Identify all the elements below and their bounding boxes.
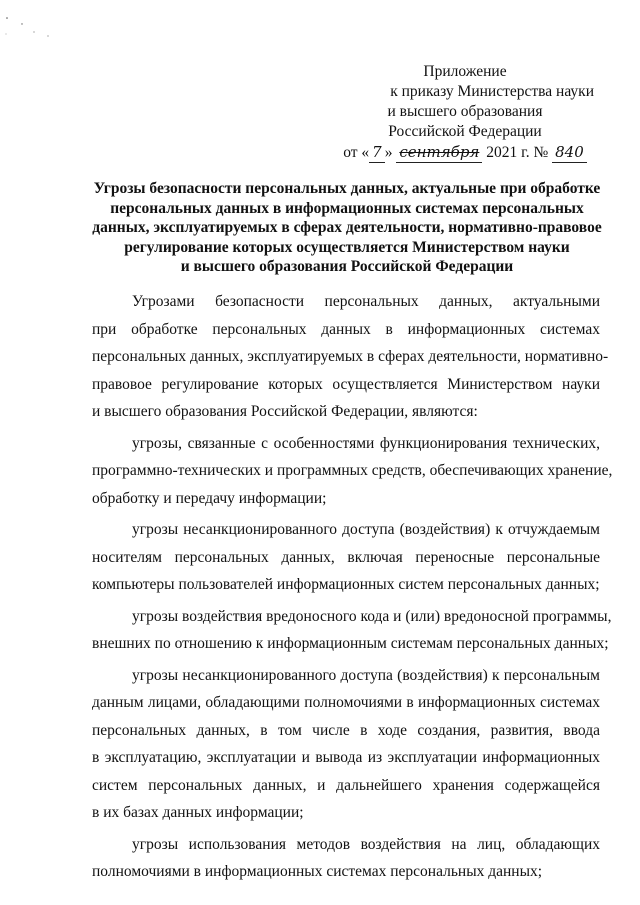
paragraph-line: и высшего образования Российской Федерации, являются: (92, 403, 478, 420)
paragraph-intro (92, 288, 609, 426)
scan-specks (4, 14, 64, 44)
date-year: 2021 г. № (486, 144, 549, 161)
paragraph-line: персональных данных, в том числе в ходе создания, развития, ввода (92, 721, 600, 739)
paragraph-threat-removable-media (92, 516, 600, 599)
title-line-1: Угрозы безопасности персональных данных, актуальные при обработке (93, 180, 601, 197)
date-prefix: от « (343, 144, 370, 161)
paragraph-threat-social-engineering (92, 831, 600, 886)
paragraph-line: персональных данных, эксплуатируемых в сферах деятельности, нормативно- (92, 348, 609, 365)
paragraph-line: данным лицами, обладающими полномочиями в информационных системах (92, 694, 600, 711)
paragraph-line: в эксплуатацию, эксплуатации и вывода из эксплуатации информационных (92, 749, 600, 766)
paragraph-line: угрозы несанкционированного доступа (воздействия) к отчуждаемым (132, 521, 600, 538)
paragraph-threat-insiders (92, 662, 600, 827)
paragraph-threat-malware (92, 603, 612, 658)
paragraph-line: программно-технических и программных средств, обеспечивающих хранение, (92, 462, 613, 479)
title-line-3: данных, эксплуатируемых в сферах деятельности, нормативно-правовое (92, 219, 602, 236)
appendix-line-3: и высшего образования (387, 103, 543, 120)
paragraph-line: угрозы, связанные с особенностями функционирования технических, (132, 434, 600, 452)
order-date-line (330, 142, 600, 163)
paragraph-line: компьютеры пользователей информационных систем персональных данных; (92, 576, 600, 593)
title-line-5: и высшего образования Российской Федерации (180, 258, 514, 275)
date-month-handwritten: сентября (396, 142, 482, 163)
paragraph-line: угрозы несанкционированного доступа (воздействия) к персональным (132, 666, 600, 684)
appendix-line-2: к приказу Министерства науки (390, 83, 594, 100)
paragraph-line: Угрозами безопасности персональных данных, актуальными (132, 293, 600, 310)
title-line-4: регулирование которых осуществляется Министерством науки (124, 238, 570, 256)
order-number-handwritten: 840 (552, 142, 587, 163)
appendix-header (330, 62, 600, 163)
paragraph-line: носителям персональных данных, включая переносные персональные (92, 548, 600, 566)
title-line-2: персональных данных в информационных системах персональных (110, 199, 584, 217)
paragraph-line: правовое регулирование которых осуществляется Министерством науки (92, 375, 600, 393)
document-body (92, 288, 613, 886)
document-title (86, 179, 608, 277)
paragraph-line: обработку и передачу информации; (92, 489, 327, 507)
paragraph-line: систем персональных данных, и дальнейшего хранения содержащейся (92, 776, 600, 794)
paragraph-line: в их базах данных информации; (92, 804, 304, 821)
paragraph-line: угрозы использования методов воздействия на лиц, обладающих (132, 835, 600, 853)
appendix-line-1: Приложение (423, 63, 507, 80)
date-day-handwritten: 7 (369, 142, 385, 163)
paragraph-line: полномочиями в информационных системах персональных данных; (92, 863, 543, 880)
paragraph-line: угрозы воздействия вредоносного кода и (или) вредоносной программы, (132, 607, 612, 625)
paragraph-line: при обработке персональных данных в информационных системах (92, 320, 600, 338)
date-mid: » (384, 144, 393, 161)
paragraph-threat-technical (92, 430, 613, 513)
paragraph-line: внешних по отношению к информационным системам персональных данных; (92, 635, 609, 652)
appendix-line-4: Российской Федерации (388, 123, 542, 140)
